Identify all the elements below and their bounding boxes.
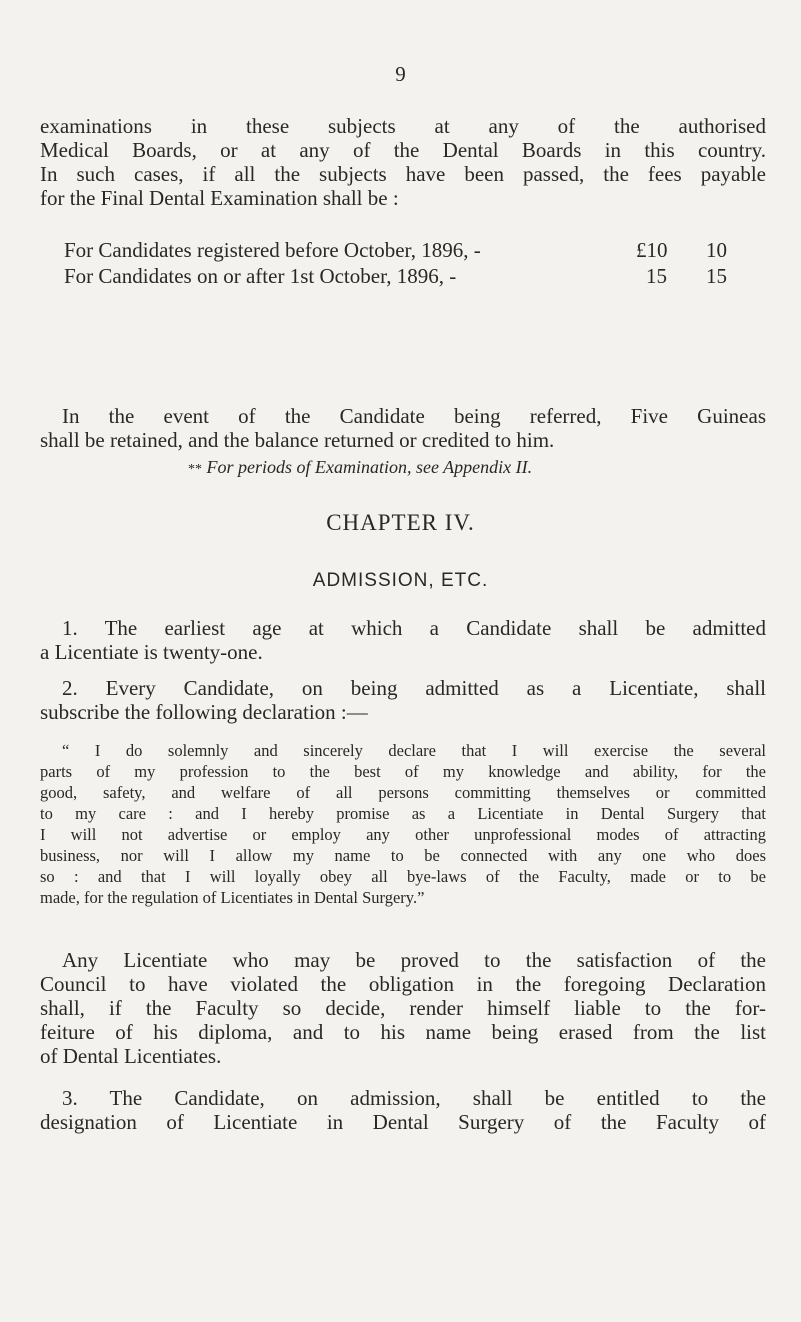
quote-line: “ I do solemnly and sincerely declare that I will exercise the several — [62, 741, 766, 760]
text-line: feiture of his diploma, and to his name being erased from the list — [40, 1020, 766, 1044]
text-line: In such cases, if all the subjects have been passed, the fees payable — [40, 162, 766, 186]
text-line: shall, if the Faculty so decide, render himself liable to the for- — [40, 996, 766, 1020]
text-line: examinations in these subjects at any of the authorised — [40, 114, 766, 138]
text-line: In the event of the Candidate being referred, Five Guineas — [62, 404, 766, 428]
section-heading: ADMISSION, ETC. — [312, 570, 489, 591]
clause-3 — [40, 1086, 766, 1134]
text-line: Medical Boards, or at any of the Dental Boards in this country. — [40, 138, 766, 162]
text-line: subscribe the following declaration :— — [40, 700, 368, 724]
paragraph-violation — [40, 948, 766, 1068]
quote-line: good, safety, and welfare of all persons committing themselves or committed — [40, 783, 766, 802]
paragraph-fees-intro — [40, 114, 766, 210]
page-number: 9 — [395, 62, 406, 86]
quote-line: so : and that I will loyally obey all bye-laws of the Faculty, made or to be — [40, 867, 766, 886]
fee-shillings: 10 — [706, 238, 727, 262]
fee-pounds: 15 — [646, 264, 667, 288]
chapter-heading: CHAPTER IV. — [326, 510, 475, 535]
text-line: a Licentiate is twenty-one. — [40, 640, 263, 664]
text-line: for the Final Dental Examination shall be : — [40, 186, 399, 210]
appendix-note — [188, 457, 532, 478]
quote-line: business, nor will I allow my name to be connected with any one who does — [40, 846, 766, 865]
fee-label: For Candidates on or after 1st October, 1896, - — [64, 264, 457, 288]
text-line: 3. The Candidate, on admission, shall be entitled to the — [62, 1086, 766, 1110]
fee-label: For Candidates registered before October, 1896, - — [64, 238, 481, 262]
text-line: 2. Every Candidate, on being admitted as a Licentiate, shall — [62, 676, 766, 700]
clause-1 — [40, 616, 766, 664]
text-line: Any Licentiate who may be proved to the satisfaction of the — [62, 948, 766, 972]
text-line: designation of Licentiate in Dental Surgery of the Faculty of — [40, 1110, 766, 1134]
text-line: Council to have violated the obligation in the foregoing Declaration — [40, 972, 766, 996]
text-line: 1. The earliest age at which a Candidate shall be admitted — [62, 616, 766, 640]
asterism-mark: *⁢* — [188, 462, 202, 477]
quote-line: I will not advertise or employ any other unprofessional modes of attracting — [40, 825, 766, 844]
fee-shillings: 15 — [706, 264, 727, 288]
text-line: of Dental Licentiates. — [40, 1044, 222, 1068]
quote-line: to my care : and I hereby promise as a Licentiate in Dental Surgery that — [40, 804, 766, 823]
note-text: For periods of Examination, see Appendix II. — [202, 457, 533, 477]
fee-pounds: £10 — [636, 238, 668, 262]
clause-2 — [40, 676, 766, 724]
declaration-quote — [40, 740, 766, 908]
quote-line: made, for the regulation of Licentiates in Dental Surgery.” — [40, 888, 425, 907]
quote-line: parts of my profession to the best of my knowledge and ability, for the — [40, 762, 766, 781]
text-line: shall be retained, and the balance returned or credited to him. — [40, 428, 555, 452]
paragraph-referral — [40, 404, 766, 452]
